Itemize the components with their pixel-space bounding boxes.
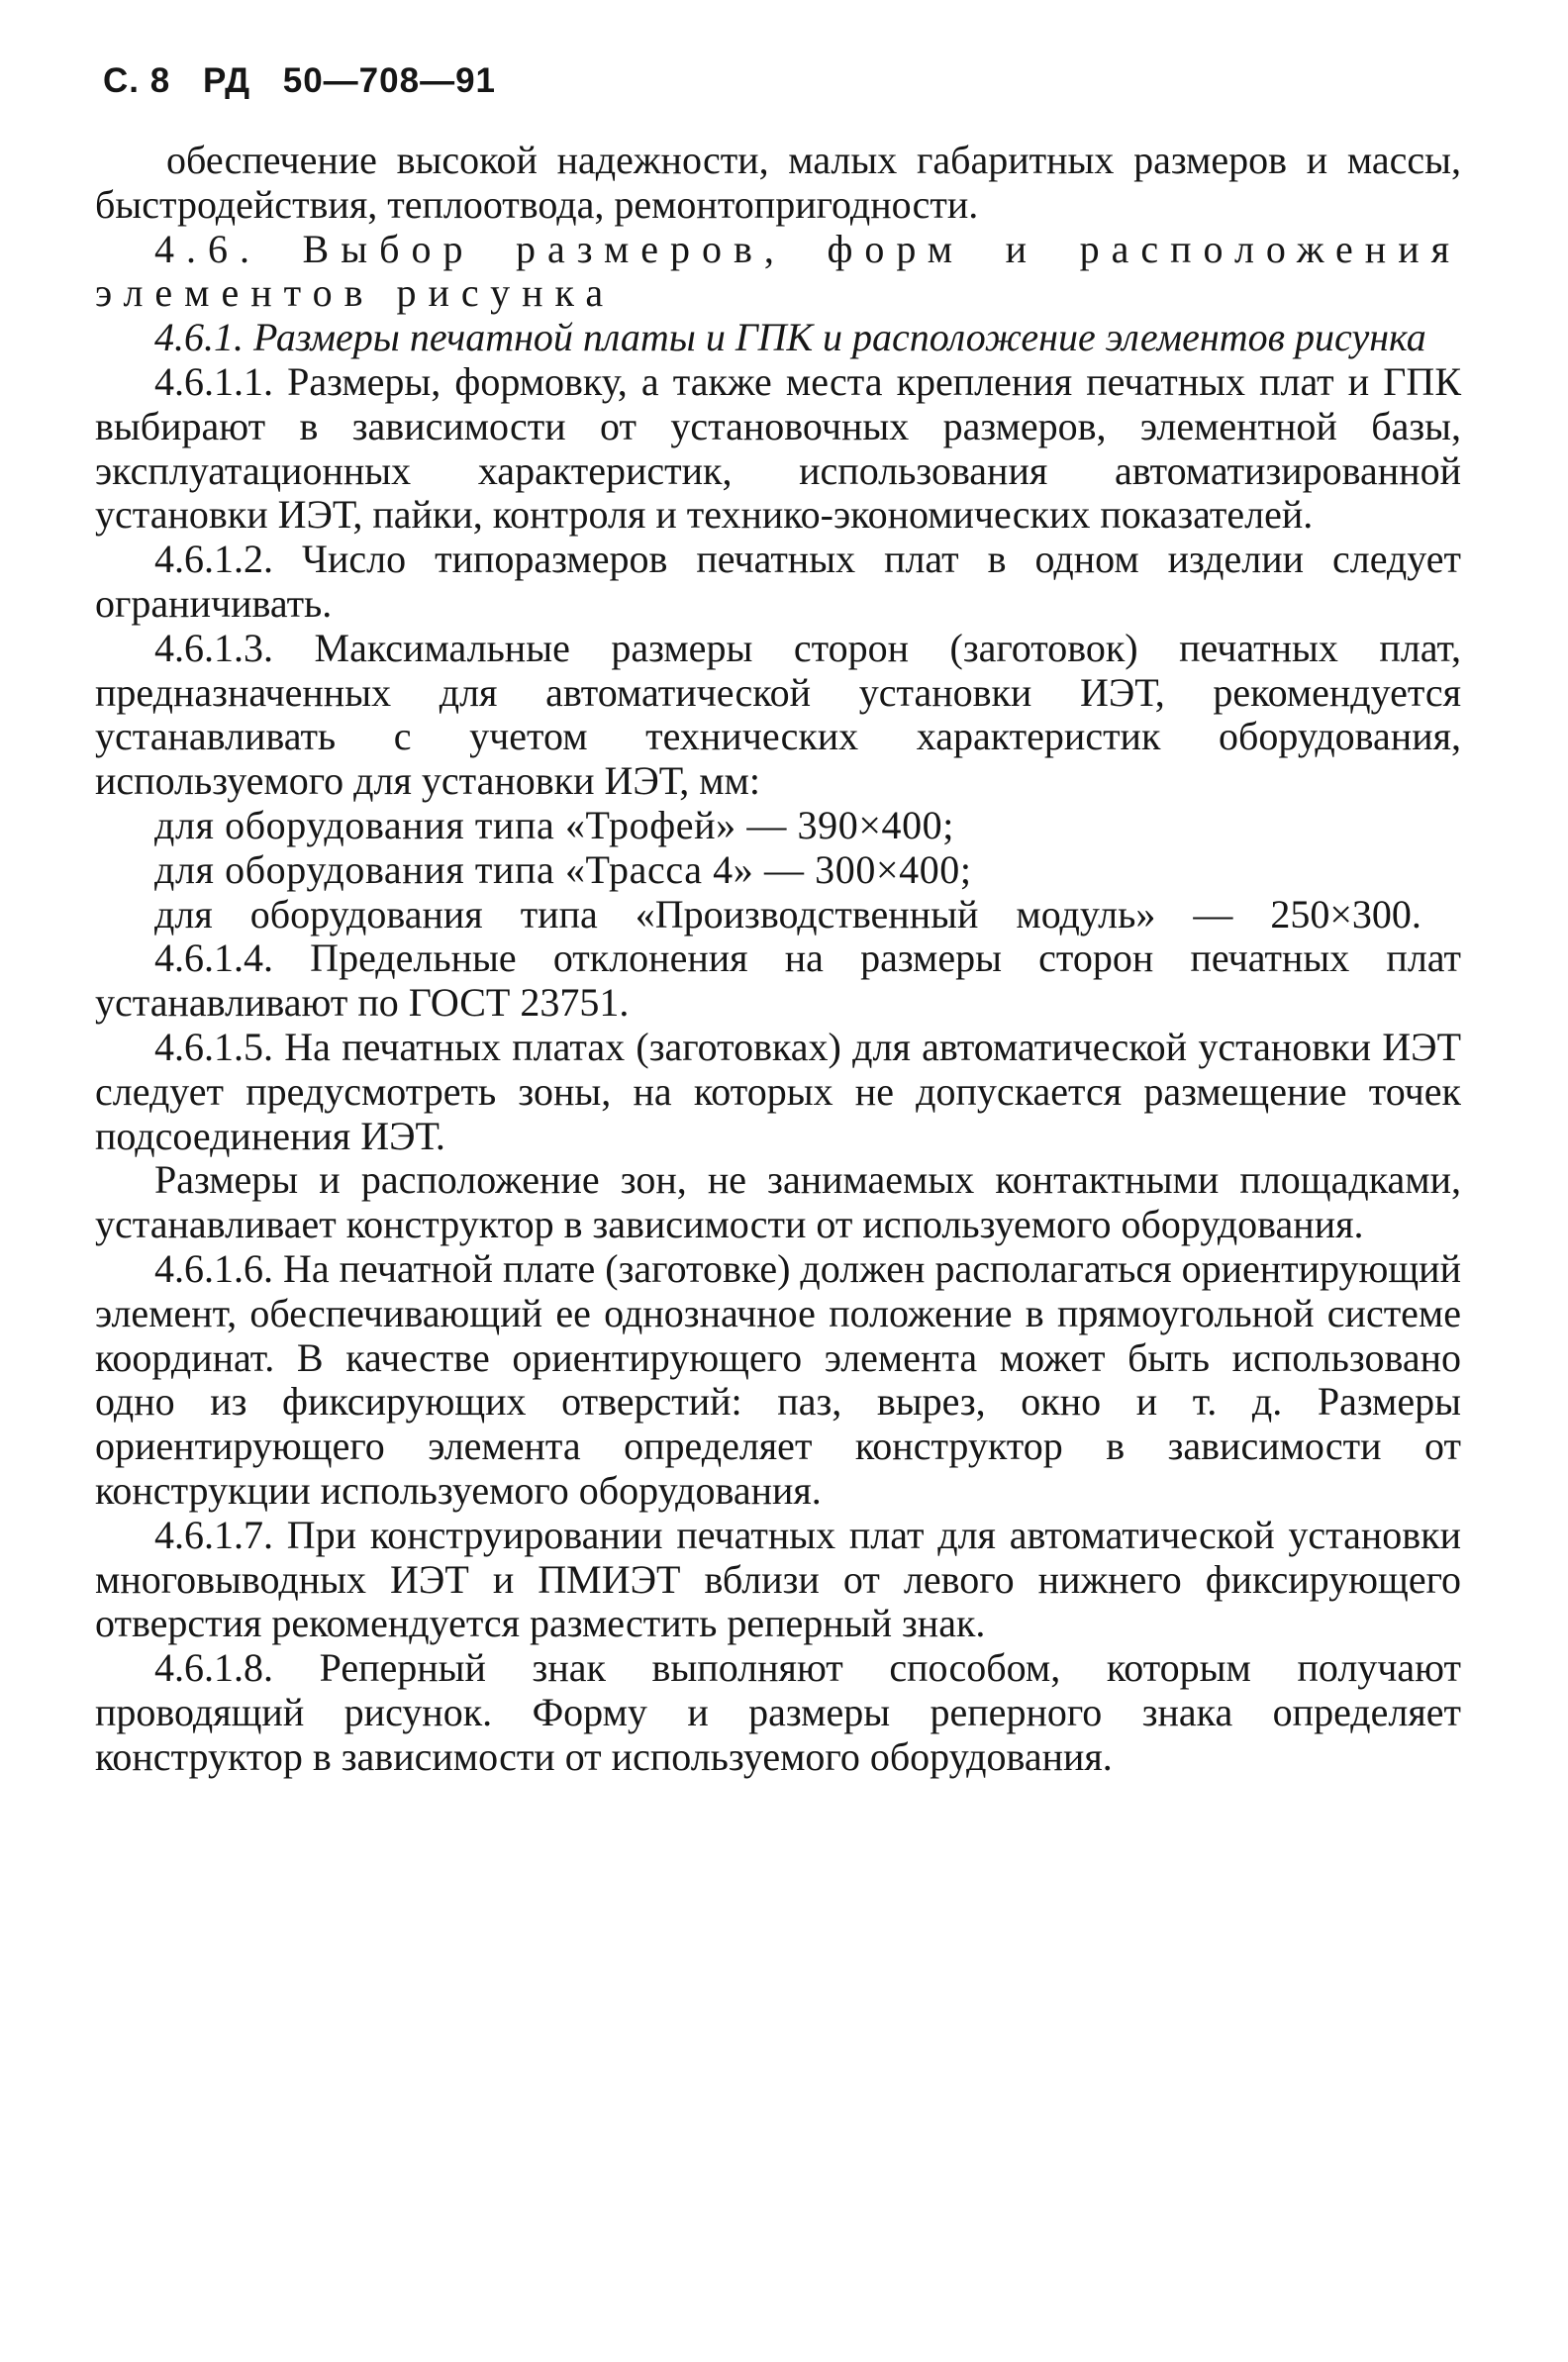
equipment-item-module: для оборудования типа «Производственный модуль» — 250×300.: [154, 891, 1421, 936]
paragraph-zones: Размеры и расположение зон, не занимаемых контактными площадками, устанавливает конструктор в зависимости от используемого оборудования.: [95, 1157, 1461, 1247]
equipment-item-trofei: для оборудования типа «Трофей» — 390×400;: [154, 802, 954, 847]
subsection-heading-4-6-1: 4.6.1. Размеры печатной платы и ГПК и расположение элементов рисунка: [154, 315, 1426, 360]
paragraph-intro: обеспечение высокой надежности, малых габаритных размеров и массы, быстродействия, теплоотвода, ремонтопригодности.: [95, 138, 1461, 227]
paragraph-4-6-1-8: 4.6.1.8. Реперный знак выполняют способом, которым получают проводящий рисунок. Форму и размеры реперного знака определяет конструктор в зависимости от используемого оборудования.: [95, 1645, 1461, 1779]
paragraph-4-6-1-3: 4.6.1.3. Максимальные размеры сторон (заготовок) печатных плат, предназначенных для автоматической установки ИЭТ, рекомендуется устанавливать с учетом технических характеристик оборудования, используемого для установки ИЭТ, мм:: [95, 625, 1461, 804]
paragraph-4-6-1-5: 4.6.1.5. На печатных платах (заготовках) для автоматической установки ИЭТ следует предусмотреть зоны, на которых не допускается размещение точек подсоединения ИЭТ.: [95, 1024, 1461, 1158]
paragraph-4-6-1-1: 4.6.1.1. Размеры, формовку, а также места крепления печатных плат и ГПК выбирают в зависимости от установочных размеров, элементной базы, эксплуатационных характеристик, использования автоматизированной установки ИЭТ, пайки, контроля и технико-экономических показателей.: [95, 358, 1461, 538]
section-heading-4-6: 4.6. Выбор размеров, форм и расположения элементов рисунка: [95, 226, 1461, 316]
page-number: С. 8: [103, 61, 171, 100]
page-header: [103, 61, 518, 101]
doc-number: 50—708—91: [282, 61, 497, 100]
paragraph-4-6-1-2: 4.6.1.2. Число типоразмеров печатных плат в одном изделии следует ограничивать.: [95, 537, 1461, 626]
equipment-item-trassa: для оборудования типа «Трасса 4» — 300×400;: [154, 846, 972, 892]
paragraph-4-6-1-7: 4.6.1.7. При конструировании печатных плат для автоматической установки многовыводных ИЭТ и ПМИЭТ вблизи от левого нижнего фиксирующего отверстия рекомендуется разместить реперный знак.: [95, 1512, 1461, 1646]
paragraph-4-6-1-6: 4.6.1.6. На печатной плате (заготовке) должен располагаться ориентирующий элемент, обеспечивающий ее однозначное положение в прямоугольной системе координат. В качестве ориентирующего элемента может быть использовано одно из фиксирующих отверстий: паз, вырез, окно и т. д. Размеры ориентирующего элемента определяет конструктор в зависимости от конструкции используемого оборудования.: [95, 1245, 1461, 1513]
doc-code: РД: [202, 61, 251, 100]
paragraph-4-6-1-4: 4.6.1.4. Предельные отклонения на размеры сторон печатных плат устанавливают по ГОСТ 23751.: [95, 935, 1461, 1026]
document-body: [95, 139, 1461, 1779]
